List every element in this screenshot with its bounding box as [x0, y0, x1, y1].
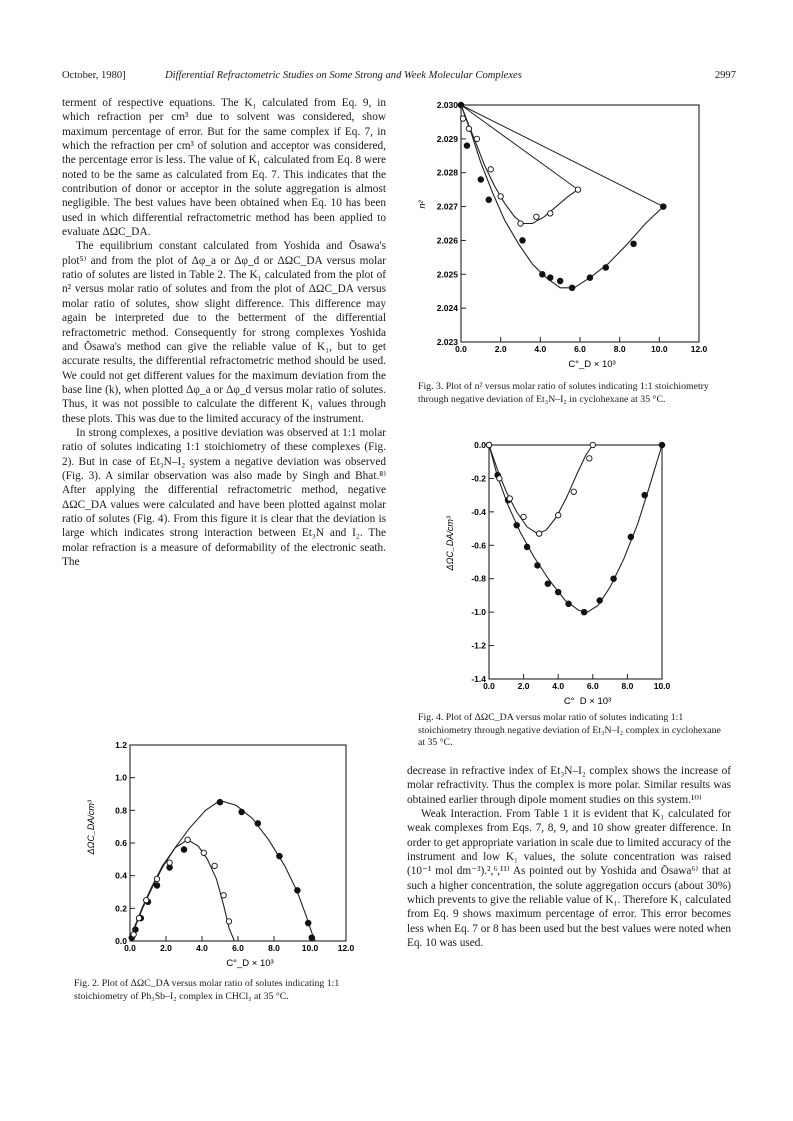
plot-frame: [461, 105, 699, 342]
y-tick-label: 2.025: [436, 269, 458, 280]
x-tick-label: 0.0: [483, 681, 495, 691]
plot-frame: [489, 445, 662, 679]
y-tick-label: 2.030: [436, 100, 458, 110]
data-point-filled: [277, 853, 283, 859]
x-tick-label: 2.0: [494, 344, 507, 354]
y-tick-label: 1.0: [115, 772, 127, 783]
x-tick-label: 4.0: [196, 943, 208, 953]
data-point-open: [497, 476, 502, 481]
plot-frame: [130, 745, 346, 941]
page-number: 2997: [714, 70, 736, 81]
y-tick-label: 0.4: [115, 870, 127, 881]
data-point-open: [212, 863, 217, 868]
data-point-filled: [581, 609, 587, 615]
y-tick-label: -1.0: [471, 607, 486, 618]
running-head-date: October, 1980]: [62, 70, 126, 81]
fig2-chart: [80, 735, 355, 975]
data-point-filled: [628, 534, 634, 540]
data-point-filled: [569, 285, 575, 291]
data-point-open: [460, 116, 465, 121]
running-head: [62, 70, 736, 86]
y-tick-label: 2.029: [436, 133, 458, 144]
x-tick-label: 8.0: [268, 943, 280, 953]
data-point-filled: [587, 275, 593, 281]
y-tick-label: 2.023: [436, 337, 458, 347]
data-point-filled: [603, 265, 609, 271]
data-point-filled: [535, 563, 541, 569]
x-axis-label: C°_D × 10³: [568, 359, 616, 370]
x-axis-label: C°_D × 10³: [563, 696, 612, 705]
y-tick-label: 0.0: [115, 936, 127, 946]
x-tick-label: 6.0: [586, 681, 599, 691]
data-point-open: [201, 850, 206, 855]
data-point-filled: [464, 143, 470, 149]
data-point-filled: [597, 598, 603, 604]
paragraph: Weak Interaction. From Table 1 it is evident that K₁ calculated for weak complexes from Eqs. 7, 8, 9, and 10 show greater difference. In order to get appropriate variation in scale due to limited accuracy of the instrument and low K₁ values, the solute concentration was raised (10⁻¹ mol dm⁻³).²,⁶,¹¹⁾ As pointed out by Yoshida and Ōsawa⁶⁾ that at such a higher concentration, the solute aggregation occurs (about 30%) which prevents to give the reliable value of K₁. Therefore K₁ calculated from Eq. 9 shows maximum percentage of error. This error becomes less when Eq. 7 or 8 has been used but the best values were noted when Eq. 10 was used.: [407, 808, 731, 950]
series-curve: [130, 801, 315, 942]
data-point-open: [488, 167, 493, 172]
data-point-open: [486, 442, 491, 447]
data-point-filled: [217, 799, 223, 805]
series-curve: [130, 840, 234, 941]
data-point-filled: [611, 576, 617, 582]
y-axis-label: ΔΩC_DA/cm³: [86, 800, 96, 855]
data-point-open: [587, 456, 592, 461]
data-point-filled: [255, 821, 261, 827]
data-point-open: [590, 442, 595, 447]
data-point-filled: [524, 544, 530, 550]
y-axis-label: ΔΩC_DA/cm³: [445, 516, 455, 571]
data-point-filled: [547, 275, 553, 281]
data-point-filled: [659, 442, 665, 448]
fig4-chart: [440, 435, 680, 705]
data-point-open: [534, 214, 539, 219]
y-tick-label: 0.6: [115, 838, 127, 848]
data-point-filled: [642, 492, 648, 498]
fig3-caption: Fig. 3. Plot of n² versus molar ratio of solutes indicating 1:1 stoichiometry through negative deviation of Et₃N–I₂ in cyclohexane at 35 °C.: [418, 381, 709, 405]
data-point-open: [498, 194, 503, 199]
data-point-filled: [661, 204, 667, 210]
reference-line: [461, 105, 663, 207]
x-tick-label: 10.0: [301, 943, 319, 953]
y-tick-label: 2.027: [436, 201, 458, 212]
data-point-open: [226, 919, 231, 924]
series-curve: [461, 105, 663, 288]
fig4-caption: Fig. 4. Plot of ΔΩC_DA versus molar ratio of solutes indicating 1:1 stoichiometry through negative deviation of Et₃N–I₂ complex in cyclohexane at 35 °C.: [418, 712, 721, 749]
y-tick-label: -0.4: [471, 506, 486, 517]
data-point-open: [507, 496, 512, 501]
fig3-chart: [415, 95, 710, 380]
data-point-filled: [478, 177, 484, 183]
data-point-open: [185, 837, 190, 842]
y-tick-label: -1.2: [471, 640, 486, 651]
y-tick-label: 2.026: [436, 235, 458, 246]
series-curve: [489, 445, 662, 612]
x-axis-label: C°_D × 10³: [226, 958, 274, 969]
x-tick-label: 6.0: [232, 943, 244, 953]
data-point-filled: [295, 888, 301, 894]
x-tick-label: 6.0: [574, 344, 586, 354]
data-point-open: [518, 221, 523, 226]
data-point-filled: [631, 241, 637, 247]
y-tick-label: 2.028: [436, 167, 458, 178]
paragraph: terment of respective equations. The K₁ calculated from Eq. 9, in which refraction per cm³ due to solvent was considered, show maximum percentage of error. But for the same complex if Eq. 7, in which the refraction per cm³ of solution and acceptor was considered, the percentage error is less. The value of K₁ calculated from Eq. 8 were noted to be the same as calculated from Eq. 7. This indicates that the contribution of donor or acceptor in the solute aggregation is almost negligible. The best values have been obtained when Eq. 10 has been used in which differential refractometric method has been applied to evaluate ΔΩC_DA.: [62, 97, 386, 239]
data-point-filled: [520, 238, 526, 244]
data-point-filled: [154, 883, 160, 889]
data-point-open: [536, 531, 541, 536]
data-point-open: [474, 136, 479, 141]
data-point-filled: [305, 920, 311, 926]
data-point-open: [556, 513, 561, 518]
series-curve: [489, 445, 593, 534]
x-tick-label: 4.0: [534, 344, 547, 354]
data-point-filled: [486, 197, 492, 203]
data-point-open: [548, 211, 553, 216]
data-point-open: [154, 876, 159, 881]
x-tick-label: 0.0: [455, 344, 467, 354]
data-point-filled: [309, 935, 315, 941]
paragraph: decrease in refractive index of Et₃N–I₂ complex shows the increase of molar refractivity. Thus the complex is more polar. Similar results was obtained earlier through dipole moment studies on this system.¹⁰⁾: [407, 765, 731, 806]
data-point-open: [136, 915, 141, 920]
y-tick-label: 0.2: [115, 903, 127, 914]
right-column: [407, 764, 731, 950]
data-point-open: [521, 514, 526, 519]
x-tick-label: 10.0: [653, 681, 671, 691]
x-tick-label: 2.0: [160, 943, 172, 953]
x-tick-label: 10.0: [651, 344, 668, 354]
x-tick-label: 8.0: [621, 681, 634, 691]
y-tick-label: -0.6: [471, 540, 486, 551]
left-column: [62, 96, 386, 569]
data-point-filled: [545, 581, 551, 587]
data-point-open: [571, 489, 576, 494]
data-point-open: [466, 126, 471, 131]
data-point-open: [575, 187, 580, 192]
reference-line: [461, 105, 578, 190]
x-tick-label: 0.0: [124, 943, 136, 953]
data-point-open: [167, 860, 172, 865]
paragraph: In strong complexes, a positive deviation was observed at 1:1 molar ratio of solutes indicating 1:1 stoichiometry of these complexes (Fig. 2). But in case of Et₃N–I₂ system a negative deviation was observed (Fig. 3). A similar observation was also made by Singh and Bhat.⁸⁾ After applying the differential refractometric method, negative ΔΩC_DA values were calculated and have been plotted against molar ratio of solutes (Fig. 4). From this figure it is clear that the deviation is large which indicates strong interaction between Et₃N and I₂. The molar refraction is a measure of deformability of the electronic seath. The: [62, 426, 386, 568]
x-tick-label: 4.0: [552, 681, 565, 691]
data-point-filled: [555, 589, 561, 595]
y-tick-label: -0.8: [471, 573, 486, 584]
y-tick-label: 0.8: [115, 805, 127, 816]
data-point-filled: [540, 271, 546, 277]
data-point-filled: [239, 809, 245, 815]
fig2-caption: Fig. 2. Plot of ΔΩC_DA versus molar ratio of solutes indicating 1:1 stoichiometry of Ph₃Sb–I₂ complex in CHCl₃ at 35 °C.: [74, 978, 340, 1002]
x-tick-label: 8.0: [613, 344, 626, 354]
data-point-filled: [514, 522, 520, 528]
y-tick-label: 1.2: [115, 740, 127, 750]
data-point-open: [221, 893, 226, 898]
x-tick-label: 2.0: [517, 681, 530, 691]
data-point-open: [131, 932, 136, 937]
y-tick-label: -0.2: [471, 473, 486, 484]
y-tick-label: -1.4: [471, 674, 486, 684]
data-point-filled: [557, 278, 563, 284]
y-tick-label: 0.0: [474, 440, 486, 450]
paragraph: The equilibrium constant calculated from Yoshida and Ōsawa's plot⁵⁾ and from the plot of Δφ_a or Δφ_d or ΔΩC_DA versus molar ratio of solutes are listed in Table 2. The K₁ calculated from the plot of n² versus molar ratio of solutes and from the plot of ΔΩC_DA versus molar ratio of solutes, show slight difference. This difference may again be interpreted due to the betterment of the differential refractometric method. Consequently for strong complexes Yoshida and Ōsawa's method can give the reliable value of K₁, but to get accurate results, the differential refractometric method should be used. We could not get different values for the maximum deviation from the base line (k), when plotted Δφ_a or Δφ_d versus molar ratio of solutes. Thus, it was not possible to calculate the different K₁ values through these plots. This was due to the limited accuracy of the instrument.: [62, 240, 386, 425]
y-tick-label: 2.024: [436, 303, 458, 314]
y-axis-label: n²: [417, 200, 427, 209]
series-curve: [461, 105, 578, 224]
x-tick-label: 12.0: [690, 344, 708, 354]
data-point-open: [144, 897, 149, 902]
running-head-title: Differential Refractometric Studies on Some Strong and Week Molecular Complexes: [165, 70, 522, 81]
data-point-filled: [181, 847, 187, 853]
data-point-filled: [566, 601, 572, 607]
x-tick-label: 12.0: [337, 943, 355, 953]
